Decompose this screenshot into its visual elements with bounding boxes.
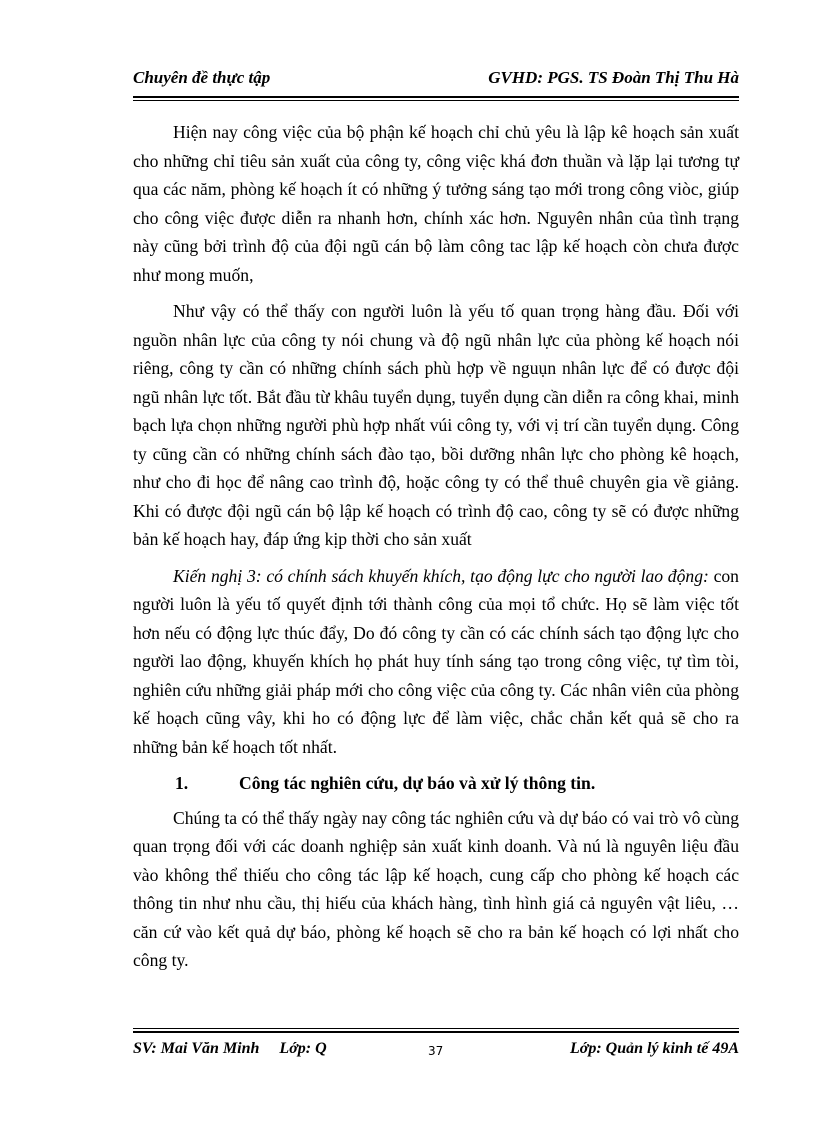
header-left-title: Chuyên đề thực tập [133,68,271,87]
footer-left [133,1040,327,1058]
paragraph-1: Hiện nay công việc của bộ phận kế hoạch chỉ chủ yêu là lập kê hoạch sản xuất cho những chỉ tiêu sản xuất của công ty, công việc khá đơn thuần và lặp lại tương tự qua các năm, phòng kế hoạch ít có những ý tưởng sáng tạo mới trong công viòc, giúp cho công việc được diễn ra nhanh hơn, chính xác hơn. Nguyên nhân của tình trạng này cũng bởi trình độ của đội ngũ cán bộ làm công tac lập kế hoạch còn chưa được như mong muốn, [133,122,739,285]
page-number: 37 [428,1044,444,1058]
body-text [133,118,739,975]
section-heading [133,769,739,798]
recommendation-3-body: con người luôn là yếu tố quyết định tới thành công của mọi tổ chức. Họ sẽ làm việc tốt hơn nếu có động lực thúc đẩy, Do đó công ty cần có các chính sách tạo động lực cho người lao động, khuyến khích họ phát huy tính sáng tạo trong công việc, tự tìm tòi, nghiên cứu những giải pháp mới cho công việc của công ty. Các nhân viên của phòng kế hoạch cũng vây, khi ho có động lực để làm việc, chắc chắn kết quả sẽ cho ra những bản kế hoạch tốt nhất. [133,565,739,757]
page-header [133,68,739,88]
section-number: 1. [175,773,189,793]
header-right-advisor: GVHD: PGS. TS Đoàn Thị Thu Hà [488,68,739,87]
paragraph-2: Như vậy có thể thấy con người luôn là yếu tố quan trọng hàng đầu. Đối với nguồn nhân lực của công ty nói chung và độ ngũ nhân lực của phòng kế hoạch nói riêng, công ty cần có những chính sách phù hợp về nguụn nhân lực để có được đội ngũ nhân lực tốt. Bắt đầu từ khâu tuyển dụng, tuyển dụng cần diễn ra công khai, minh bạch lựa chọn những người phù hợp nhất vúi công ty, với vị trí cần tuyển dụng. Công ty cũng cần có những chính sách đào tạo, bồi dưỡng nhân lực cho phòng kê hoạch, như cho đi học để nâng cao trình độ, hoặc công ty có thể thuê chuyên gia về giảng. Khi có được đội ngũ cán bộ lập kế hoạch có trình độ cao, công ty sẽ có được những bản kế hoạch hay, đáp ứng kịp thời cho sản xuất [133,301,739,549]
footer-rule [133,1028,739,1033]
header-rule [133,96,739,101]
recommendation-3-lead: Kiến nghị 3: có chính sách khuyến khích, tạo động lực cho người lao động: [173,565,709,586]
paragraph-3 [133,562,739,762]
footer-class-full: Lớp: Quản lý kinh tế 49A [569,1040,739,1057]
footer-student: SV: Mai Văn Minh [133,1040,260,1057]
footer-class-short: Lớp: Q [279,1040,327,1057]
section-title: Công tác nghiên cứu, dự báo và xử lý thông tin. [239,773,596,793]
page-footer [133,1040,739,1064]
paragraph-4: Chúng ta có thể thấy ngày nay công tác nghiên cứu và dự báo có vai trò vô cùng quan trọng đối với các doanh nghiệp sản xuất kinh doanh. Và nú là nguyên liệu đầu vào không thể thiếu cho công tác lập kế hoạch, cung cấp cho phòng kế hoạch các thông tin như nhu cầu, thị hiếu của khách hàng, tình hình giá cả nguyên vật liêu, … căn cứ vào kết quả dự báo, phòng kế hoạch sẽ cho ra bản kế hoạch có lợi nhất cho công ty. [133,807,739,970]
